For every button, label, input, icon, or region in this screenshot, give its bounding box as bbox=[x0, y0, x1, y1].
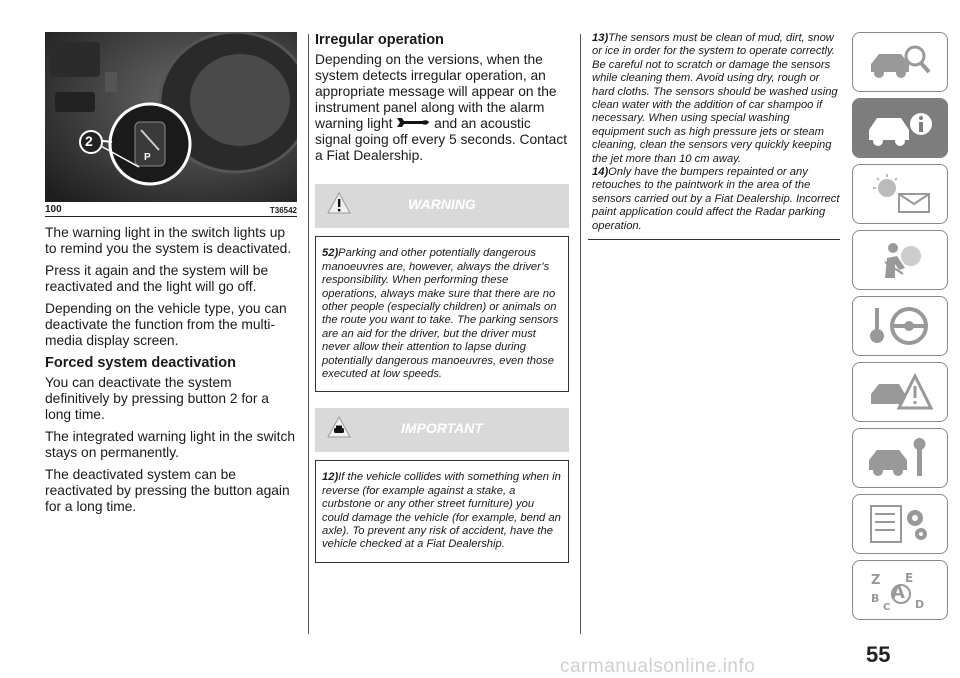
warning-title: WARNING bbox=[408, 196, 476, 213]
steering-switch-illustration bbox=[45, 32, 297, 202]
column-1 bbox=[45, 32, 297, 521]
column-divider bbox=[308, 34, 309, 634]
note-number: 52) bbox=[322, 247, 339, 260]
svg-text:C: C bbox=[883, 602, 891, 612]
list-gears-icon bbox=[865, 502, 935, 546]
paragraph-text-after: and an acoustic signal going off every 5 seconds. Contact a Fiat Dealership. bbox=[315, 116, 568, 164]
figure-number: 100 bbox=[45, 204, 62, 215]
section-heading: Irregular operation bbox=[315, 32, 444, 48]
note-13 bbox=[592, 32, 840, 166]
important-body bbox=[315, 460, 569, 562]
warning-road-icon bbox=[865, 370, 935, 414]
important-title: IMPORTANT bbox=[401, 420, 483, 437]
paragraph: You can deactivate the system definitively by pressing button 2 for a long time. bbox=[45, 375, 269, 422]
figure-photo bbox=[45, 32, 297, 202]
note-14 bbox=[592, 166, 840, 233]
tab-light-message[interactable] bbox=[852, 164, 948, 224]
note-number: 14) bbox=[592, 166, 609, 179]
svg-text:E: E bbox=[905, 571, 914, 585]
car-wrench-icon bbox=[865, 436, 935, 480]
tab-car-info[interactable] bbox=[852, 98, 948, 158]
button-p-label: P bbox=[144, 152, 151, 163]
tab-car-wrench[interactable] bbox=[852, 428, 948, 488]
tab-car-search[interactable] bbox=[852, 32, 948, 92]
watermark: carmanualsonline.info bbox=[560, 656, 756, 677]
tab-list-gears[interactable] bbox=[852, 494, 948, 554]
svg-text:A: A bbox=[891, 582, 905, 603]
important-header bbox=[315, 408, 569, 452]
tab-airbag[interactable] bbox=[852, 230, 948, 290]
svg-text:D: D bbox=[915, 598, 925, 611]
column-2 bbox=[315, 32, 569, 563]
alphabet-index-icon bbox=[865, 568, 935, 612]
important-text: If the vehicle collides with something when in reverse (for example against a stake, a curbstone or any other street furniture) you could damage the vehicle (for example, bend an axle). To prevent any risk of accident, have the vehicle checked at a Fiat Dealership. bbox=[322, 471, 561, 551]
paragraph: The integrated warning light in the switch stays on permanently. bbox=[45, 429, 296, 460]
svg-text:Z: Z bbox=[871, 573, 881, 588]
note-number: 13) bbox=[592, 32, 609, 44]
paragraph: The warning light in the switch lights up to remind you the system is deactivated. bbox=[45, 225, 292, 256]
paragraph: The deactivated system can be reactivated by pressing the button again for a long time. bbox=[45, 467, 290, 514]
svg-text:B: B bbox=[871, 592, 880, 605]
notes-block bbox=[588, 32, 840, 240]
key-steering-icon bbox=[865, 304, 935, 348]
tab-alphabet-index[interactable] bbox=[852, 560, 948, 620]
airbag-icon bbox=[865, 238, 935, 282]
light-message-icon bbox=[865, 172, 935, 216]
figure-caption bbox=[45, 202, 297, 217]
warning-header bbox=[315, 184, 569, 228]
paragraph: Press it again and the system will be reactivated and the light will go off. bbox=[45, 263, 269, 294]
column-3 bbox=[588, 32, 840, 240]
column-divider bbox=[580, 34, 581, 634]
note-number: 12) bbox=[322, 471, 339, 484]
section-heading: Forced system deactivation bbox=[45, 355, 236, 371]
callout-number: 2 bbox=[85, 133, 93, 149]
paragraph bbox=[315, 52, 569, 164]
car-info-icon bbox=[865, 106, 935, 150]
chapter-tabs bbox=[852, 32, 948, 626]
tab-key-steering[interactable] bbox=[852, 296, 948, 356]
note-text: The sensors must be clean of mud, dirt, snow or ice in order for the system to operate correctly. Be careful not to scratch or damage the sensors while cleaning them. Avoid using dry, rough or hard cloths. The sensors should be washed using clean water with the addition of car shampoo if necessary. When using special washing equipment such as high pressure jets or steam cleaning, clean the sensors very quickly keeping the jet more than 10 cm away. bbox=[592, 32, 838, 165]
figure-code: T36542 bbox=[269, 206, 297, 215]
warning-body bbox=[315, 236, 569, 392]
warning-text: Parking and other potentially dangerous manoeuvres are, however, always the driver’s responsibility. When performing these operations, always make sure that there are no other people (especially children) or animals on the route you want to take. The parking sensors are an aid for the driver, but the driver must never allow their attention to lapse during potentially dangerous manoeuvres, even those executed at low speeds. bbox=[322, 247, 559, 381]
paragraph-text-before: Depending on the versions, when the system detects irregular operation, an appropriate message will appear on the instrument panel along with the alarm warning light bbox=[315, 52, 557, 131]
paragraph: Depending on the vehicle type, you can deactivate the function from the multi-media display screen. bbox=[45, 301, 287, 348]
car-search-icon bbox=[865, 40, 935, 84]
wrench-warning-icon bbox=[396, 116, 430, 132]
note-text: Only have the bumpers repainted or any retouches to the paintwork in the area of the sensors carried out by a Fiat Dealership. Incorrect paint application could affect the Radar parking operation. bbox=[592, 166, 840, 232]
page-number: 55 bbox=[866, 642, 891, 667]
tab-warning-road[interactable] bbox=[852, 362, 948, 422]
